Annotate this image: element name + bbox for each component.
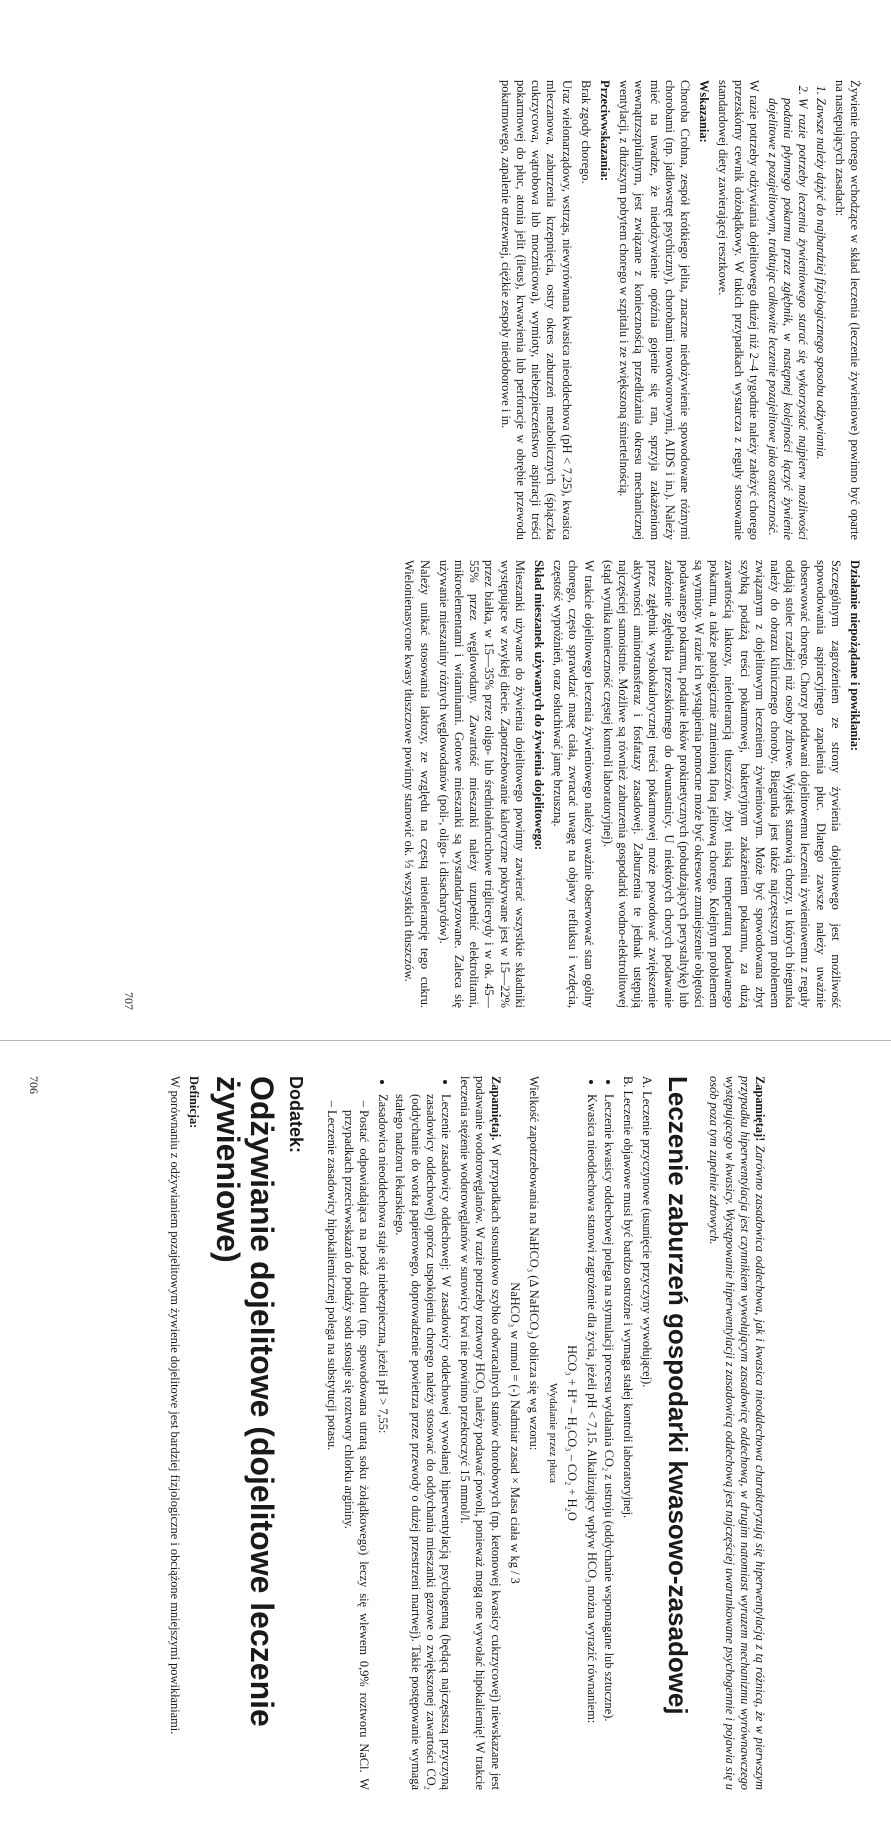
definition-text: W porównaniu z odżywianiem pozajelitowym żywienie dojelitowe jest bardziej fizjologiczne i obciążone mniejszymi powikłaniami.: [168, 1076, 183, 1735]
page-number-706: 706: [27, 1076, 42, 1094]
rule-1: 1. Zawsze należy dążyć do najbardziej fizjologicznego sposobu odżywiania.: [812, 98, 827, 540]
dash-item-potassium: – Leczenie zasadowicy hipokaliemicznej polega na substytucji potasu.: [323, 1110, 338, 1790]
adverse-label: [847, 560, 862, 1008]
bullet-respiratory-alkalosis: • Leczenie zasadowicy oddechowej: W zasadowicy oddechowej wywołanej hiperwentylacją psychogenną (będącą najczęstszą przyczyną zasadowicy oddechowej) oprócz uspokojenia chorego należy stosować do oddychania mieszanki gazowe o zwiększonej zawartości CO₂ (oddychanie do worka papierowego, doprowadzenie powietrza przez przewody o dużej przestrzeni martwej). Takie postępowanie wymaga stałego nadzoru lekarskiego.: [392, 1094, 453, 1790]
adverse-label-text: Działanie niepożądane i powikłania:: [848, 560, 862, 752]
definition-label: [186, 1076, 201, 1790]
formula-nahco3: NaHCO₃ w mmol = (-) Nadmiar zasad × Masa ciała w kg / 3: [507, 1282, 522, 1584]
page-707-column-1: [494, 80, 862, 540]
remember-text: Zarówno zasadowica oddechowa, jak i kwasica nieoddechowa charakteryzują się hiperwentylacją z tą różnicą, że w pierwszym przypadku hiperwentylacja jest czynnikiem wywołującym zasadowicę oddechową, w drugim natomiast wyrazem mechanizmu wyrównawczego występującego w kwasicy. Występowanie hiperwentylacji z zasadowicą oddechową jest najczęściej uwarunkowane psychogennie i pojawia się u osób poza tym zupełnie zdrowych.: [707, 1076, 767, 1790]
mixture-text: Mieszanki używane do żywienia dojelitowego powinny zawierać wszystkie składniki występujące w zwykłej diecie. Zapotrzebowanie kaloryczne pokrywane jest w 15—22% przez białka, w 15—35% przez oligo- lub średniołańcuchowe triglicerydy i w ok. 45—55% przez węglowodany. Zawartość mieszanki należy uzupełnić elektrolitami, mikroelementami i witaminami. Gotowe mieszanki są wystandaryzowane. Zaleca się używanie mieszaniny różnych węglowodanów (poli-, oligo- i disacharydów).: [436, 560, 527, 1008]
contraindications-text: Uraz wielonarządowy, wstrząs, niewyrównana kwasica nieoddechowa (pH < 7,25), kwasica mleczanowa, zaburzenia krzepnięcia, ostry okres zaburzeń metabolicznych (śpiączka cukrzycowa, wątrobowa lub mocznicowa), wymioty, niebezpieczeństwo aspiracji treści pokarmowej do płuc, atonia jelit (ileus), krwawienia lub perforacje w obrębie przewodu pokarmowego, zapalenie otrzewnej, ciężkie zespoły niedoborowe i in.: [498, 80, 574, 540]
formula-intro: Wielkość zapotrzebowania na NaHCO₃ (Δ NaHCO₃) oblicza się wg wzoru:: [526, 1076, 541, 1451]
appendix-heading: Dodatek:: [286, 1076, 307, 1154]
dash-list: [323, 1076, 371, 1790]
equation-bicarbonate: HCO₃ + H⁺ – H₂CO₃ – CO₂ + H₂O: [565, 1345, 580, 1521]
nutrition-rules: [765, 80, 828, 540]
equation-note: Wydalanie przez płuca: [547, 1382, 560, 1484]
mixture-text-2: Należy unikać stosowania laktozy, ze względu na częstą nietolerancję tego cukru. Wielonienasycone kwasy tłuszczowe powinny stanowić ok. ⅓ wszystkich tłuszczów.: [402, 560, 432, 1008]
treatment-bullets-1: [583, 1076, 615, 1790]
dash-item-chloride: – Postać odpowiadająca na podaż chloru (np. spowodowana utratą soku żołądkowego) leczy się wlewem 0,9% roztworu NaCl. W przypadkach przeciwwskazań do podaży sodu stosuje się roztwory chlorku argininy.: [341, 1110, 371, 1790]
page-707-column-2: [397, 560, 862, 1008]
definition-label-text: Definicja:: [187, 1076, 202, 1129]
duration-paragraph: W razie potrzeby odżywiania dojelitowego dłużej niż 2–4 tygodnie należy założyć chorego przezskórny cewnik dożołądkowy. W takich przypadkach wystarcza z reguły stosowanie standardowej diety zawierającej resztkowe.: [716, 80, 761, 540]
page-706-column: [163, 1076, 767, 1790]
remember-paragraph-2: [457, 1076, 503, 1790]
treatment-item-a: A. Leczenie przyczynowe (usunięcie przyczyny wywołującej).: [640, 1076, 655, 1388]
contraindications-label-text: Przeciwwskazania:: [597, 80, 612, 182]
page-number-707: 707: [122, 992, 137, 1010]
bullet-metabolic-alkalosis: • Zasadowica nieoddechowa staje się niebezpieczna, jeżeli pH > 7,55:: [375, 1094, 390, 1790]
indications-label-text: Wskazania:: [697, 80, 712, 143]
page-706: [20, 1066, 775, 1800]
indications-text: Choroba Crohna, zespół krótkiego jelita, znaczne niedożywienie spowodowane różnymi chorobami (np. jadłowstręt psychiczny), chorobami nowotworowymi, AIDS i in.). Należy mieć na uwadze, że niedożywienie opóźnia gojenie się ran, sprzyja zakażeniom wewnątrzszpitalnym, jest związane z koniecznością przedłużania okresu mechanicznej wentylacji, z dłuższym pobytem chorego w szpitalu i ze zwiększoną śmiertelnością.: [617, 80, 692, 540]
contraindication-1: Brak zgody chorego.: [578, 80, 593, 184]
rule-2: 2. W razie potrzeby leczenia żywieniowego starać się wykorzystać najpierw możliwości podania płynnego pokarmu przez zgłębnik, w następnej kolejności łączyć żywienie dojelitowe z pozajelitowym, traktując całkowite leczenie pozajelitowe jako ostateczność.: [765, 98, 811, 540]
mixture-label: [531, 560, 546, 1008]
remember-text-2: W przypadkach stosunkowo szybko odwracalnych stanów chorobowych (np. ketonowej kwasicy cukrzycowej) niewskazane jest podawanie wodorowęglanów. W razie potrzeby roztwory HCO₃ należy podawać powoli, ponieważ mogą one wywołać hipokaliemię! W trakcie leczenia stężenie wodorowęglanów w surowicy krwi nie powinno przekroczyć 15 mmol/l.: [458, 1076, 503, 1790]
remember-label: Zapamiętaj!: [753, 1076, 767, 1142]
treatment-item-b: B. Leczenie objawowe musi być bardzo ostrożne i wymaga stałej kontroli laboratoryjnej.: [620, 1076, 635, 1519]
nutrition-intro: Żywienie chorego wchodzące w skład leczenia (leczenie żywieniowe) powinno być oparte na następujących zasadach:: [832, 80, 862, 540]
mixture-label-text: Skład mieszanek używanych do żywienia dojelitowego:: [531, 560, 546, 851]
indications-label: [696, 80, 711, 540]
remember-label-2: Zapamiętaj.: [488, 1076, 503, 1141]
adverse-text: Szczególnym zagrożeniem ze strony żywienia dojelitowego jest możliwość spowodowania aspiracyjnego zapalenia płuc. Dlatego zawsze należy uważnie obserwować chorego. Chorzy poddawani dojelitowemu leczeniu żywieniowemu z reguły oddają stolec rzadziej niż osoby zdrowe. Wyjątek stanowią chorzy, u których biegunka należy do obrazu klinicznego choroby. Biegunka jest także najczęstszym problemem związanym z dojelitowym leczeniem żywieniowym. Może być spowodowana zbyt szybką podażą treści pokarmowej, bakteryjnym zakażeniem pokarmu, za dużą zawartością laktozy, nietolerancją tłuszczów, zbyt niską temperaturą podawanego pokarmu, a także patologicznie zmienioną florą jelitową chorego. Kolejnym problemem są wymioty. W razie ich wystąpienia pomocne może być okresowe zmniejszenie objętości podawanego pokarmu, podanie leków prokinetycznych (pobudzających perystaltykę) lub założenie zgłębnika przezskórnego do dwunastnicy. U niektórych chorych podawanie przez zgłębnik wysokokalorycznej treści pokarmowej może powodować zwiększenie aktywności aminotransferaz i fosfatazy zasadowej. Zaburzenia te jednak ustępują najczęściej samoistnie. Możliwe są również zaburzenia gospodarki wodno-elektrolitowej (stąd wynika konieczność częstej kontroli laboratoryjnej).: [600, 560, 843, 1008]
section-heading-acid-base: Leczenie zaburzeń gospodarki kwasowo-zasadowej: [663, 1076, 694, 1715]
bullet-metabolic-acidosis: • Kwasica nieoddechowa stanowi zagrożenie dla życia, jeżeli pH < 7,15. Alkalizujący wpływ HCO₃ można wyrazić równaniem:: [583, 1094, 598, 1790]
contraindications-label: [597, 80, 612, 540]
treatment-bullets-2: [375, 1076, 453, 1790]
enteral-nutrition-heading: Odżywianie dojelitowe (dojelitowe leczenie żywieniowe): [210, 1076, 281, 1727]
adverse-text-2: W trakcie dojelitowego leczenia żywieniowego należy uważnie obserwować stan ogólny chorego, często sprawdzać masę ciała, zwracać uwagę na objawy refluksu i wzdęcia, częstość wypróżnień, oraz osłuchiwać jamę brzuszną.: [551, 560, 596, 1008]
page-gutter-divider: [0, 1040, 891, 1041]
page-707: [115, 70, 870, 1020]
remember-paragraph-1: [706, 1076, 767, 1790]
bullet-respiratory-acidosis: • Leczenie kwasicy oddechowej polega na stymulacji procesu wydalania CO₂ z ustroju (oddychanie wspomagane lub sztuczne).: [601, 1094, 616, 1790]
